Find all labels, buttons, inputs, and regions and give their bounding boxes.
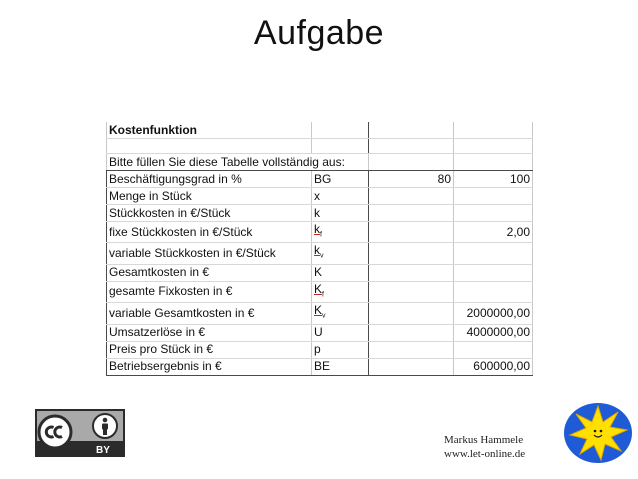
- author-website-link[interactable]: www.let-online.de: [444, 448, 526, 460]
- symbol-letter: BE: [314, 359, 331, 374]
- attribution-person-icon: [93, 414, 117, 438]
- instruction-row: [107, 154, 533, 171]
- row-symbol: [312, 324, 369, 341]
- table-row: [107, 281, 533, 302]
- table-row: [107, 205, 533, 222]
- symbol-letter: U: [314, 325, 323, 340]
- row-symbol: [312, 303, 369, 324]
- symbol-subscript: f: [320, 231, 322, 239]
- row-label: fixe Stückkosten in €/Stück: [107, 222, 312, 243]
- row-label: gesamte Fixkosten in €: [107, 281, 312, 302]
- row-label: Beschäftigungsgrad in %: [107, 171, 312, 188]
- table-body: [107, 171, 533, 376]
- symbol-letter: K: [314, 265, 323, 280]
- table-row: [107, 303, 533, 324]
- value-cell-100[interactable]: 600000,00: [454, 358, 533, 375]
- value-cell-80[interactable]: [369, 281, 454, 302]
- table-row: [107, 188, 533, 205]
- value-cell-100[interactable]: 100: [454, 171, 533, 188]
- value-cell-100[interactable]: [454, 243, 533, 264]
- row-symbol: [312, 222, 369, 243]
- row-symbol: [312, 205, 369, 222]
- row-symbol: [312, 264, 369, 281]
- instruction-text: Bitte füllen Sie diese Tabelle vollständig aus:: [107, 154, 369, 171]
- row-symbol: [312, 358, 369, 375]
- sun-logo-icon: [563, 402, 633, 464]
- row-label: variable Stückkosten in €/Stück: [107, 243, 312, 264]
- table-row: [107, 358, 533, 375]
- symbol-letter: p: [314, 342, 321, 357]
- symbol-letter: K: [314, 303, 323, 318]
- table-row: [107, 341, 533, 358]
- row-label: Preis pro Stück in €: [107, 341, 312, 358]
- value-cell-100[interactable]: 2,00: [454, 222, 533, 243]
- symbol-letter: k: [314, 222, 320, 236]
- row-label: Menge in Stück: [107, 188, 312, 205]
- symbol-letter: BG: [314, 171, 332, 186]
- table-row: [107, 222, 533, 243]
- table-heading: Kostenfunktion: [107, 122, 312, 139]
- badge-by-label: BY: [96, 445, 110, 456]
- symbol-letter: k: [314, 205, 320, 220]
- row-label: Stückkosten in €/Stück: [107, 205, 312, 222]
- symbol-subscript: v: [320, 252, 324, 260]
- value-cell-80[interactable]: [369, 341, 454, 358]
- value-cell-80[interactable]: 80: [369, 171, 454, 188]
- row-label: Gesamtkosten in €: [107, 264, 312, 281]
- row-symbol: [312, 188, 369, 205]
- row-symbol: [312, 243, 369, 264]
- author-name: Markus Hammele: [444, 434, 524, 446]
- value-cell-100[interactable]: 2000000,00: [454, 303, 533, 324]
- value-cell-100[interactable]: [454, 264, 533, 281]
- symbol-letter: K: [314, 281, 323, 296]
- value-cell-80[interactable]: [369, 264, 454, 281]
- table-heading-row: [107, 122, 533, 139]
- value-cell-80[interactable]: [369, 358, 454, 375]
- row-symbol: [312, 281, 369, 302]
- symbol-subscript: v: [322, 312, 326, 320]
- creative-commons-icon: [39, 416, 71, 448]
- value-cell-80[interactable]: [369, 205, 454, 222]
- row-label: variable Gesamtkosten in €: [107, 303, 312, 324]
- row-symbol: [312, 341, 369, 358]
- value-cell-80[interactable]: [369, 188, 454, 205]
- value-cell-100[interactable]: [454, 205, 533, 222]
- row-label: Betriebsergebnis in €: [107, 358, 312, 375]
- table-row: [107, 171, 533, 188]
- author-block: [444, 433, 525, 461]
- value-cell-100[interactable]: [454, 281, 533, 302]
- value-cell-80[interactable]: [369, 324, 454, 341]
- value-cell-80[interactable]: [369, 243, 454, 264]
- value-cell-100[interactable]: [454, 341, 533, 358]
- table-row: [107, 324, 533, 341]
- cost-function-table: [106, 122, 533, 376]
- symbol-subscript: f: [322, 291, 324, 299]
- value-cell-100[interactable]: 4000000,00: [454, 324, 533, 341]
- value-cell-80[interactable]: [369, 222, 454, 243]
- row-label: Umsatzerlöse in €: [107, 324, 312, 341]
- value-cell-100[interactable]: [454, 188, 533, 205]
- table-row: [107, 264, 533, 281]
- symbol-letter: x: [314, 188, 320, 203]
- table-row: [107, 243, 533, 264]
- row-symbol: [312, 171, 369, 188]
- cc-by-license-badge[interactable]: [35, 409, 125, 457]
- value-cell-80[interactable]: [369, 303, 454, 324]
- symbol-letter: k: [314, 243, 320, 258]
- slide-title: Aufgabe: [253, 14, 385, 52]
